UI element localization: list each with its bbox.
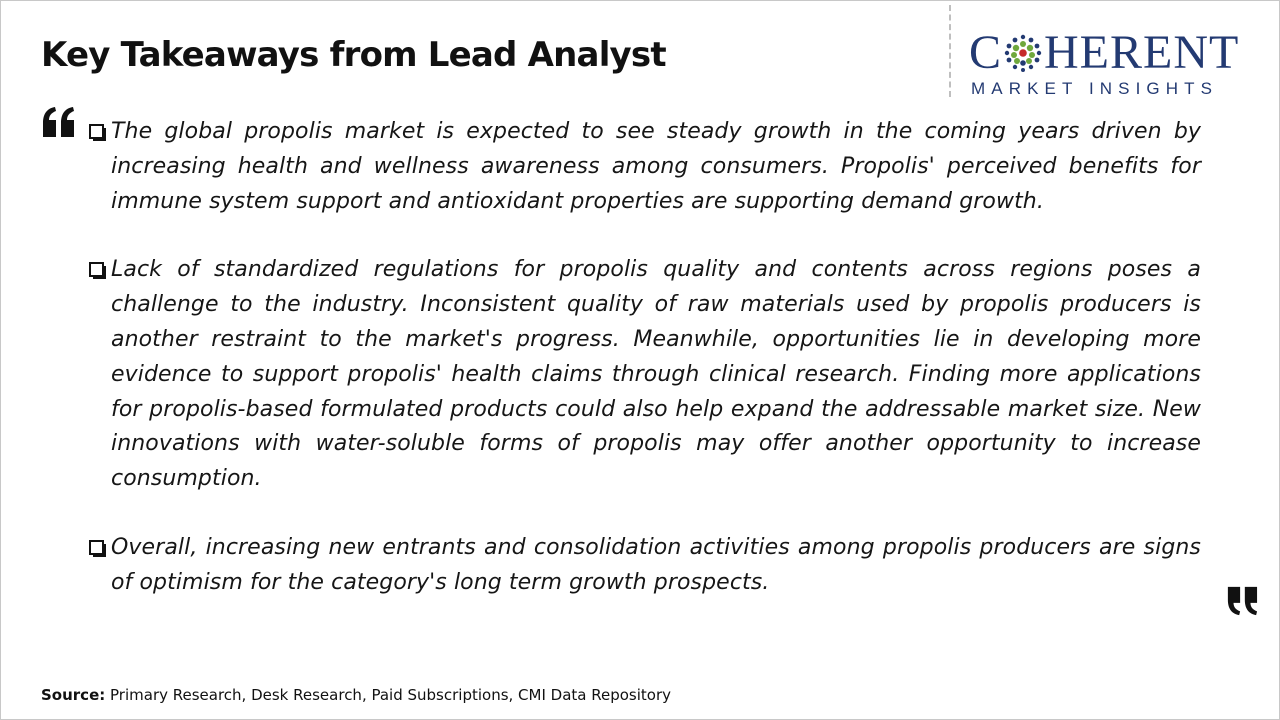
source-label: Source: [41,686,106,704]
checkbox-square-icon [89,540,106,557]
divider-line [949,5,951,97]
bullet-text: The global propolis market is expected to see steady growth in the coming years driven by increasing health and wellness awareness among consumers. Propolis' perceived benefits for immune system support and antioxidant properties are supporting demand growth. [111,119,1201,214]
logo-wordmark [969,26,1240,79]
takeaways-list [87,115,1201,635]
source-text: Primary Research, Desk Research, Paid Subscriptions, CMI Data Repository [105,686,672,704]
company-logo [969,26,1263,99]
list-item [87,531,1201,601]
source-note [41,686,671,704]
close-quote-icon [1225,585,1259,617]
checkbox-square-icon [89,262,106,279]
logo-letter-c: C [969,26,1003,79]
checkbox-square-icon [89,124,106,141]
open-quote-icon [41,105,77,139]
list-item [87,115,1201,219]
dotted-globe-icon [1003,33,1043,73]
logo-tagline: MARKET INSIGHTS [971,79,1219,98]
bullet-text: Overall, increasing new entrants and consolidation activities among propolis producers are signs of optimism for the category's long term growth prospects. [111,534,1201,595]
list-item [87,253,1201,497]
logo-letters-herent: HERENT [1044,26,1240,79]
bullet-text: Lack of standardized regulations for propolis quality and contents across regions poses a challenge to the industry. Inconsistent quality of raw materials used by propolis producers is another restraint to the market's progress. Meanwhile, opportunities lie in developing more evidence to support propolis' health claims through clinical research. Finding more applications for propolis-based formulated products could also help expand the addressable market size. New innovations with water-soluble forms of propolis may offer another opportunity to increase consumption. [111,257,1201,492]
page-title: Key Takeaways from Lead Analyst [41,35,666,75]
